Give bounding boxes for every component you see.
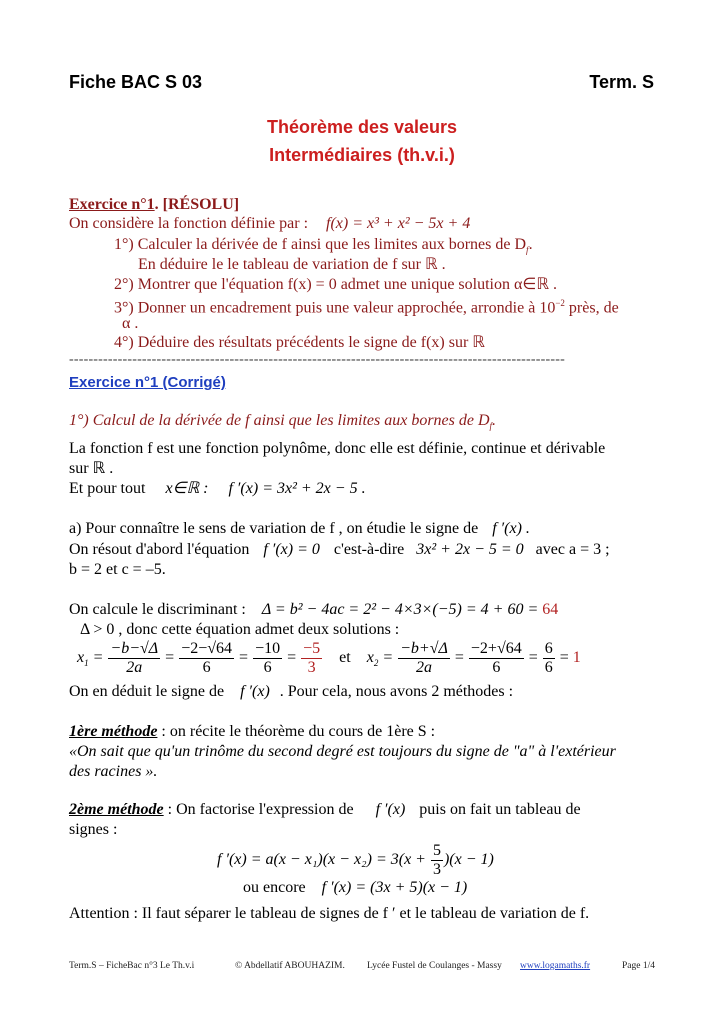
exercise-intro-text: On considère la fonction définie par : [69, 215, 309, 232]
solutions-line: $x_1$ = $\frac{-b-√\Delta}{2a}$ = $\frac{-2-√64}{6}$ = $\frac{-10}{6}$ = $\frac{-5}{3}$ et $x_2$ = $\frac{-b+√\Delta}{2a}$ = $\frac{-2+√64}{6}$ = $\frac{6}{6}$ = 1 [77, 640, 581, 676]
question-1a: 1°) Calculer la dérivée de f ainsi que les limites aux bornes de $D_f$. [114, 236, 533, 256]
derivative-domain: x∈ℝ : [165, 480, 209, 497]
method-2-text-2: puis on fait un tableau de [419, 801, 581, 818]
footer-author: © Abdellatif ABOUHAZIM. [235, 961, 345, 971]
factorized-form-alt-formula: f ′(x) = (3x + 5)(x − 1) [321, 879, 468, 896]
paragraph-polynome: La fonction f est une fonction polynôme, donc elle est définie, continue et dérivable [69, 440, 606, 457]
page-title-line2: Intermédiaires (th.v.i.) [269, 145, 455, 165]
document-header-left: Fiche BAC S 03 [69, 72, 203, 92]
discriminant-formula: Δ = b² − 4ac = 2² − 4×3×(−5) = 4 + 60 = [261, 601, 539, 618]
corrige-heading: Exercice n°1 (Corrigé) [69, 374, 226, 391]
method-1 [69, 722, 435, 741]
factorized-form-left: f ′(x) = a(x − x₁)(x − x₂) = 3(x + [217, 851, 430, 869]
corrige-q1-title: 1°) Calcul de la dérivée de f ainsi que les limites aux bornes de $D_f$. [69, 412, 497, 432]
x2-simplified-fraction: $\frac{6}{6}$ [544, 640, 553, 676]
variation-sentence-text: a) Pour connaître le sens de variation de f , on étudie le signe de [69, 520, 479, 537]
question-3-text: 3°) Donner un encadrement puis une valeur approchée, arrondie à 10 [114, 299, 556, 317]
x2-numeric-fraction: $\frac{-2+√64}{6}$ [470, 640, 522, 676]
method-2-text-3: signes : [69, 821, 118, 838]
discriminant-positive: Δ > 0 , donc cette équation admet deux solutions : [80, 621, 400, 638]
equation-derivative-zero: f ′(x) = 0 [263, 541, 320, 558]
derivative-line [69, 479, 366, 498]
equation-connector: c'est-à-dire [333, 541, 405, 558]
question-4: 4°) Déduire des résultats précédents le signe de f(x) sur ℝ [114, 334, 485, 351]
attention-note: Attention : Il faut séparer le tableau de signes de f ′ et le tableau de variation de f. [69, 905, 590, 922]
x1-numeric-fraction: $\frac{-2-√64}{6}$ [181, 640, 233, 676]
x1-simplified-fraction: $\frac{-10}{6}$ [255, 640, 281, 676]
function-definition: f(x) = x³ + x² − 5x + 4 [326, 215, 471, 232]
footer-school: Lycée Fustel de Coulanges - Massy [367, 961, 502, 971]
deduction-text: On en déduit le signe de [69, 683, 225, 700]
exercise-intro [69, 214, 470, 233]
question-3-end: près, de [568, 299, 619, 317]
page-title-line1: Théorème des valeurs [266, 117, 458, 137]
exercise-heading-status: . [RÉSOLU] [154, 196, 240, 213]
deduction-derivative: f ′(x) [240, 683, 270, 700]
quadratic-equation: 3x² + 2x − 5 = 0 [416, 541, 524, 558]
factorized-form-fraction: $\frac{5}{3}$ [432, 842, 441, 878]
factorized-form-alt [243, 878, 467, 897]
method-1-quote-line2: des racines ». [69, 763, 158, 780]
paragraph-polynome-end: sur ℝ . [69, 460, 114, 477]
discriminant-value: 64 [542, 601, 559, 618]
coefficients-b-c: b = 2 et c = –5. [69, 561, 166, 578]
question-1a-text: 1°) Calculer la dérivée de f ainsi que les limites aux bornes de D [114, 236, 527, 253]
method-2-derivative: f ′(x) [375, 801, 406, 818]
x1-result-fraction: $\frac{-5}{3}$ [303, 640, 321, 676]
derivative-formula: f ′(x) = 3x² + 2x − 5 . [228, 480, 366, 497]
corrige-q1-title-text: 1°) Calcul de la dérivée de f ainsi que les limites aux bornes de D [69, 412, 490, 429]
variation-sentence [69, 519, 530, 538]
exercise-heading-title: Exercice n°1 [69, 196, 155, 213]
x2-label: $x_2$ = [366, 649, 394, 669]
factorized-form-right: )(x − 1) [443, 851, 494, 869]
discriminant-label: On calcule le discriminant : [69, 601, 246, 618]
derivative-symbol: f ′(x) . [492, 520, 530, 537]
equation-line-label: On résout d'abord l'équation [69, 541, 250, 558]
x2-result: 1 [572, 649, 581, 667]
question-2: 2°) Montrer que l'équation f(x) = 0 admet une unique solution α∈ℝ . [114, 276, 557, 293]
derivative-line-label: Et pour tout [69, 480, 146, 497]
equation-line [69, 540, 610, 559]
discriminant-line [69, 600, 558, 619]
separator-dashes: ------------------------------------------------------------------------------------------------------ [69, 352, 565, 367]
footer-page-number: Page 1/4 [622, 961, 655, 971]
factorized-form [217, 842, 494, 879]
x1-label: $x_1$ = [77, 649, 104, 669]
method-1-text: : on récite le théorème du cours de 1ère S : [157, 723, 436, 740]
x2-formula-fraction: $\frac{-b+√\Delta}{2a}$ [400, 640, 448, 676]
method-1-label: 1ère méthode [69, 723, 158, 740]
question-1b: En déduire le le tableau de variation de f sur ℝ . [138, 256, 446, 273]
deduction-methods: . Pour cela, nous avons 2 méthodes : [279, 683, 514, 700]
question-3: 3°) Donner un encadrement puis une valeur approchée, arrondie à $10^{-2}$ près, de [114, 298, 619, 317]
document-header-right: Term. S [589, 72, 654, 92]
solutions-connector: et [339, 649, 351, 667]
footer-website-link[interactable]: www.logamaths.fr [520, 961, 591, 971]
method-2 [69, 800, 581, 819]
deduction-line [69, 682, 513, 701]
x1-formula-fraction: $\frac{-b-√\Delta}{2a}$ [110, 640, 159, 676]
footer-left: Term.S – FicheBac n°3 Le Th.v.i [69, 961, 195, 971]
factorized-form-alt-label: ou encore [243, 879, 306, 896]
method-2-label: 2ème méthode [69, 801, 164, 818]
method-2-text: : On factorise l'expression de [163, 801, 354, 818]
method-1-quote-line1: «On sait que qu'un trinôme du second degré est toujours du signe de "a" à l'extérieur [69, 743, 616, 760]
exercise-heading [69, 195, 239, 214]
coefficient-a: avec a = 3 ; [535, 541, 610, 558]
question-3-alpha: α . [122, 315, 139, 332]
